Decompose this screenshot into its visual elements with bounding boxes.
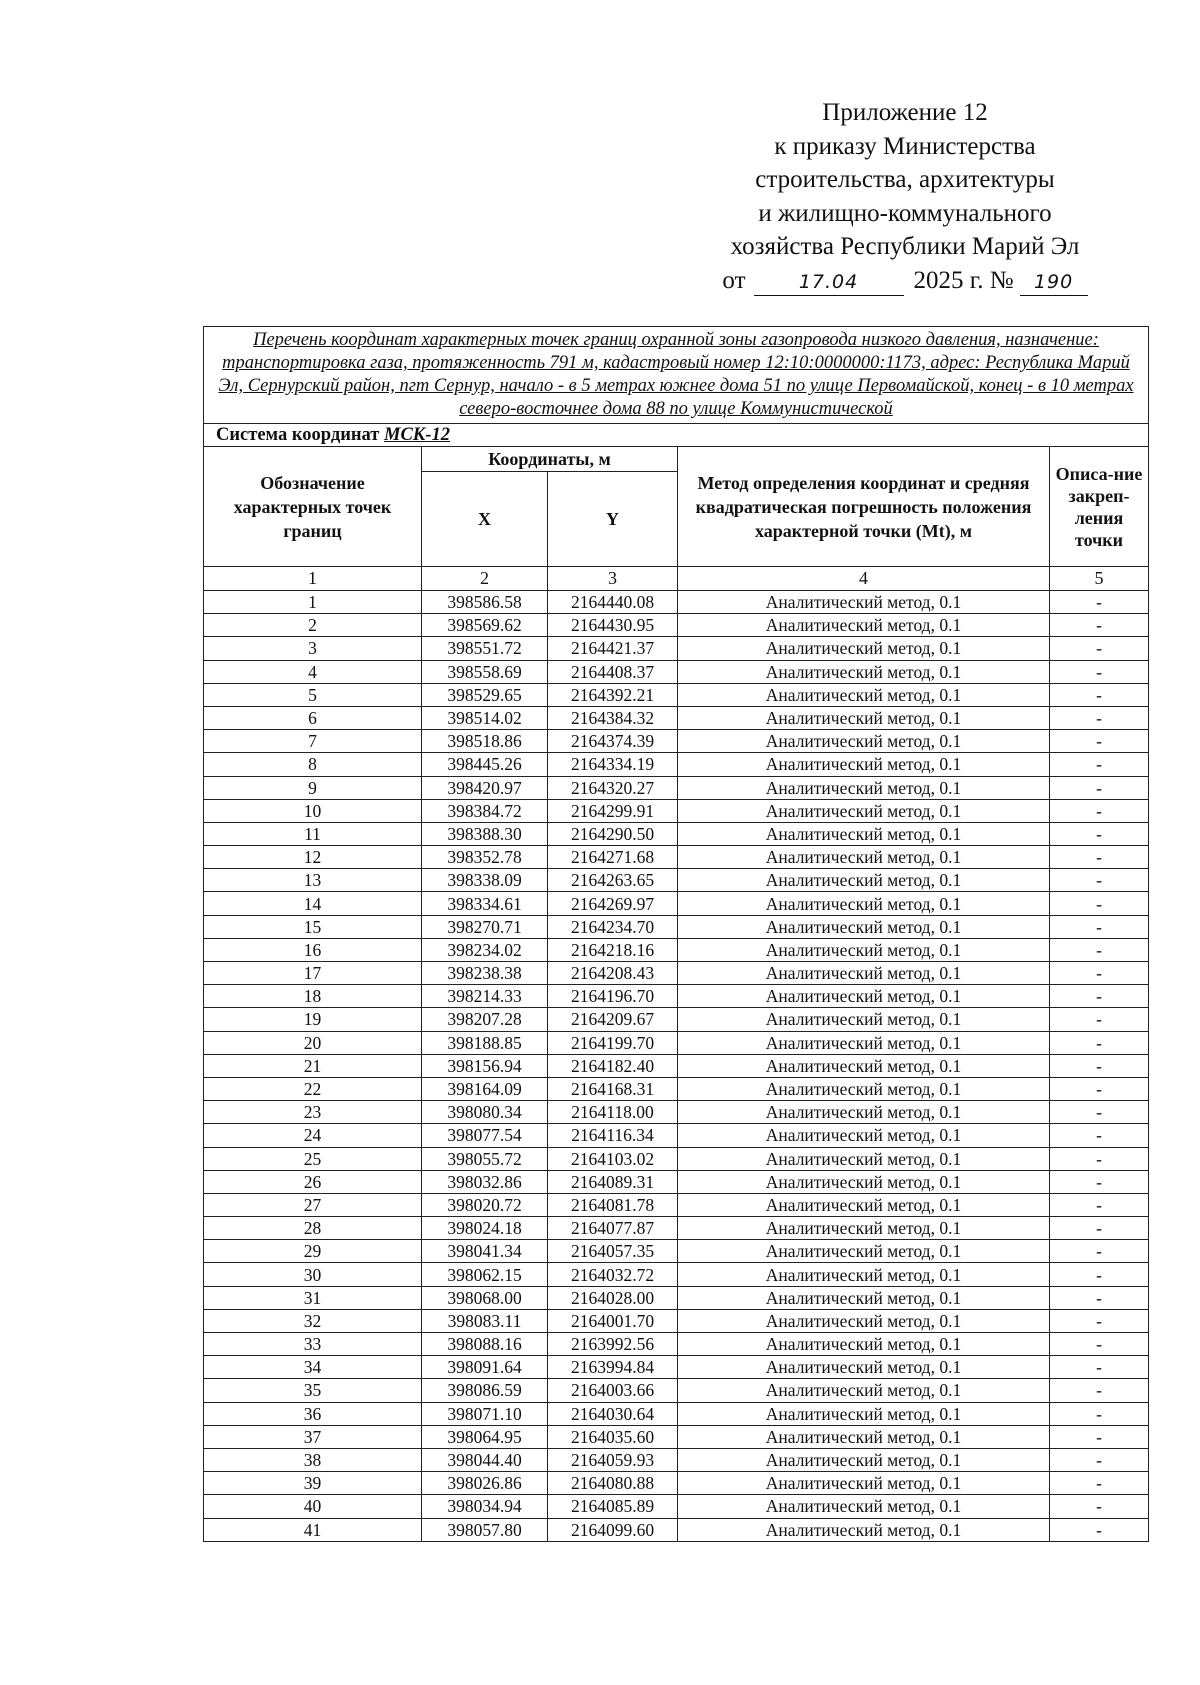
description-cell: - [1050, 614, 1149, 637]
point-id-cell: 30 [204, 1263, 422, 1286]
point-id-cell: 33 [204, 1333, 422, 1356]
description-cell: - [1050, 1425, 1149, 1448]
table-row [204, 822, 1149, 845]
header-point: Обозначение характерных точек границ [204, 447, 422, 567]
method-cell: Аналитический метод, 0.1 [678, 1240, 1050, 1263]
order-date-line [690, 264, 1120, 298]
document-header [690, 96, 1120, 297]
description-cell: - [1050, 1286, 1149, 1309]
method-cell: Аналитический метод, 0.1 [678, 1147, 1050, 1170]
y-coordinate-cell: 2164299.91 [548, 799, 678, 822]
point-id-cell: 4 [204, 660, 422, 683]
table-row [204, 1240, 1149, 1263]
method-cell: Аналитический метод, 0.1 [678, 1263, 1050, 1286]
y-coordinate-cell: 2164334.19 [548, 753, 678, 776]
method-cell: Аналитический метод, 0.1 [678, 1472, 1050, 1495]
coordinate-system-row [204, 424, 1149, 447]
table-row [204, 1448, 1149, 1471]
y-coordinate-cell: 2163992.56 [548, 1333, 678, 1356]
table-row [204, 660, 1149, 683]
header-method: Метод определения координат и средняя квадратическая погрешность положения характерной точки (Mt), м [678, 447, 1050, 567]
point-id-cell: 23 [204, 1101, 422, 1124]
table-row [204, 1031, 1149, 1054]
x-coordinate-cell: 398041.34 [422, 1240, 548, 1263]
description-cell: - [1050, 799, 1149, 822]
table-row [204, 915, 1149, 938]
x-coordinate-cell: 398032.86 [422, 1170, 548, 1193]
x-coordinate-cell: 398384.72 [422, 799, 548, 822]
point-id-cell: 5 [204, 683, 422, 706]
y-coordinate-cell: 2164271.68 [548, 846, 678, 869]
date-prefix: от [722, 266, 746, 294]
x-coordinate-cell: 398055.72 [422, 1147, 548, 1170]
table-row [204, 892, 1149, 915]
header-line: строительства, архитектуры [755, 166, 1055, 193]
method-cell: Аналитический метод, 0.1 [678, 822, 1050, 845]
y-coordinate-cell: 2164032.72 [548, 1263, 678, 1286]
point-id-cell: 38 [204, 1448, 422, 1471]
x-coordinate-cell: 398044.40 [422, 1448, 548, 1471]
x-coordinate-cell: 398558.69 [422, 660, 548, 683]
y-coordinate-cell: 2164208.43 [548, 962, 678, 985]
table-row [204, 1425, 1149, 1448]
point-id-cell: 40 [204, 1495, 422, 1518]
table-row [204, 799, 1149, 822]
method-cell: Аналитический метод, 0.1 [678, 1217, 1050, 1240]
header-y: Y [548, 472, 678, 567]
point-id-cell: 24 [204, 1124, 422, 1147]
table-row [204, 1356, 1149, 1379]
method-cell: Аналитический метод, 0.1 [678, 1124, 1050, 1147]
x-coordinate-cell: 398420.97 [422, 776, 548, 799]
x-coordinate-cell: 398388.30 [422, 822, 548, 845]
x-coordinate-cell: 398026.86 [422, 1472, 548, 1495]
table-row [204, 1472, 1149, 1495]
description-cell: - [1050, 730, 1149, 753]
point-id-cell: 25 [204, 1147, 422, 1170]
table-row [204, 1101, 1149, 1124]
table-row [204, 1518, 1149, 1541]
y-coordinate-cell: 2164234.70 [548, 915, 678, 938]
table-row [204, 1495, 1149, 1518]
table-row [204, 683, 1149, 706]
year-text: 2025 г. № [913, 266, 1014, 294]
point-id-cell: 34 [204, 1356, 422, 1379]
method-cell: Аналитический метод, 0.1 [678, 1518, 1050, 1541]
description-cell: - [1050, 753, 1149, 776]
method-cell: Аналитический метод, 0.1 [678, 1425, 1050, 1448]
y-coordinate-cell: 2164059.93 [548, 1448, 678, 1471]
description-cell: - [1050, 869, 1149, 892]
description-cell: - [1050, 962, 1149, 985]
y-coordinate-cell: 2164430.95 [548, 614, 678, 637]
y-coordinate-cell: 2164080.88 [548, 1472, 678, 1495]
x-coordinate-cell: 398020.72 [422, 1193, 548, 1216]
point-id-cell: 31 [204, 1286, 422, 1309]
point-id-cell: 6 [204, 706, 422, 729]
description-cell: - [1050, 1379, 1149, 1402]
table-row [204, 1379, 1149, 1402]
y-coordinate-cell: 2164408.37 [548, 660, 678, 683]
description-cell: - [1050, 1008, 1149, 1031]
description-cell: - [1050, 915, 1149, 938]
description-cell: - [1050, 660, 1149, 683]
x-coordinate-cell: 398062.15 [422, 1263, 548, 1286]
column-number: 4 [678, 567, 1050, 591]
header-coordinates: Координаты, м [422, 447, 678, 472]
header-x: X [422, 472, 548, 567]
x-coordinate-cell: 398518.86 [422, 730, 548, 753]
method-cell: Аналитический метод, 0.1 [678, 637, 1050, 660]
description-cell: - [1050, 1402, 1149, 1425]
method-cell: Аналитический метод, 0.1 [678, 799, 1050, 822]
table-row [204, 846, 1149, 869]
x-coordinate-cell: 398091.64 [422, 1356, 548, 1379]
method-cell: Аналитический метод, 0.1 [678, 1054, 1050, 1077]
method-cell: Аналитический метод, 0.1 [678, 962, 1050, 985]
point-id-cell: 8 [204, 753, 422, 776]
method-cell: Аналитический метод, 0.1 [678, 591, 1050, 614]
header-description: Описа-ние закреп-ления точки [1050, 447, 1149, 567]
method-cell: Аналитический метод, 0.1 [678, 706, 1050, 729]
y-coordinate-cell: 2164001.70 [548, 1309, 678, 1332]
method-cell: Аналитический метод, 0.1 [678, 1286, 1050, 1309]
description-cell: - [1050, 1495, 1149, 1518]
point-id-cell: 26 [204, 1170, 422, 1193]
y-coordinate-cell: 2164089.31 [548, 1170, 678, 1193]
table-row [204, 1402, 1149, 1425]
point-id-cell: 1 [204, 591, 422, 614]
point-id-cell: 19 [204, 1008, 422, 1031]
x-coordinate-cell: 398514.02 [422, 706, 548, 729]
point-id-cell: 27 [204, 1193, 422, 1216]
method-cell: Аналитический метод, 0.1 [678, 660, 1050, 683]
point-id-cell: 37 [204, 1425, 422, 1448]
x-coordinate-cell: 398338.09 [422, 869, 548, 892]
table-row [204, 614, 1149, 637]
table-row [204, 753, 1149, 776]
description-cell: - [1050, 1170, 1149, 1193]
x-coordinate-cell: 398083.11 [422, 1309, 548, 1332]
table-row [204, 1008, 1149, 1031]
y-coordinate-cell: 2164118.00 [548, 1101, 678, 1124]
x-coordinate-cell: 398234.02 [422, 938, 548, 961]
handwritten-order-number: 190 [1020, 269, 1088, 296]
y-coordinate-cell: 2164269.97 [548, 892, 678, 915]
y-coordinate-cell: 2164384.32 [548, 706, 678, 729]
method-cell: Аналитический метод, 0.1 [678, 1495, 1050, 1518]
column-number-row [204, 567, 1149, 591]
x-coordinate-cell: 398551.72 [422, 637, 548, 660]
table-row [204, 730, 1149, 753]
description-cell: - [1050, 1193, 1149, 1216]
table-row [204, 985, 1149, 1008]
point-id-cell: 17 [204, 962, 422, 985]
column-number: 2 [422, 567, 548, 591]
y-coordinate-cell: 2163994.84 [548, 1356, 678, 1379]
point-id-cell: 20 [204, 1031, 422, 1054]
x-coordinate-cell: 398207.28 [422, 1008, 548, 1031]
method-cell: Аналитический метод, 0.1 [678, 1077, 1050, 1100]
description-cell: - [1050, 1472, 1149, 1495]
description-cell: - [1050, 591, 1149, 614]
table-row [204, 1286, 1149, 1309]
table-row [204, 1333, 1149, 1356]
description-cell: - [1050, 822, 1149, 845]
method-cell: Аналитический метод, 0.1 [678, 892, 1050, 915]
y-coordinate-cell: 2164081.78 [548, 1193, 678, 1216]
table-row [204, 1077, 1149, 1100]
column-number: 5 [1050, 567, 1149, 591]
x-coordinate-cell: 398334.61 [422, 892, 548, 915]
y-coordinate-cell: 2164099.60 [548, 1518, 678, 1541]
method-cell: Аналитический метод, 0.1 [678, 1031, 1050, 1054]
y-coordinate-cell: 2164035.60 [548, 1425, 678, 1448]
table-row [204, 1054, 1149, 1077]
table-row [204, 706, 1149, 729]
x-coordinate-cell: 398214.33 [422, 985, 548, 1008]
y-coordinate-cell: 2164168.31 [548, 1077, 678, 1100]
method-cell: Аналитический метод, 0.1 [678, 1402, 1050, 1425]
point-id-cell: 41 [204, 1518, 422, 1541]
point-id-cell: 15 [204, 915, 422, 938]
table-row [204, 1124, 1149, 1147]
point-id-cell: 3 [204, 637, 422, 660]
method-cell: Аналитический метод, 0.1 [678, 730, 1050, 753]
description-cell: - [1050, 706, 1149, 729]
description-cell: - [1050, 985, 1149, 1008]
x-coordinate-cell: 398156.94 [422, 1054, 548, 1077]
y-coordinate-cell: 2164057.35 [548, 1240, 678, 1263]
table-row [204, 1309, 1149, 1332]
method-cell: Аналитический метод, 0.1 [678, 1356, 1050, 1379]
point-id-cell: 10 [204, 799, 422, 822]
table-row [204, 1170, 1149, 1193]
table-row [204, 962, 1149, 985]
description-cell: - [1050, 1309, 1149, 1332]
point-id-cell: 39 [204, 1472, 422, 1495]
description-cell: - [1050, 1333, 1149, 1356]
x-coordinate-cell: 398352.78 [422, 846, 548, 869]
x-coordinate-cell: 398529.65 [422, 683, 548, 706]
header-line: и жилищно-коммунального [758, 199, 1052, 227]
point-id-cell: 36 [204, 1402, 422, 1425]
description-cell: - [1050, 1356, 1149, 1379]
method-cell: Аналитический метод, 0.1 [678, 846, 1050, 869]
point-id-cell: 11 [204, 822, 422, 845]
description-cell: - [1050, 1054, 1149, 1077]
y-coordinate-cell: 2164218.16 [548, 938, 678, 961]
y-coordinate-cell: 2164077.87 [548, 1217, 678, 1240]
header-line: хозяйства Республики Марий Эл [730, 233, 1080, 260]
y-coordinate-cell: 2164320.27 [548, 776, 678, 799]
y-coordinate-cell: 2164209.67 [548, 1008, 678, 1031]
method-cell: Аналитический метод, 0.1 [678, 1101, 1050, 1124]
y-coordinate-cell: 2164028.00 [548, 1286, 678, 1309]
description-cell: - [1050, 683, 1149, 706]
description-cell: - [1050, 776, 1149, 799]
point-id-cell: 14 [204, 892, 422, 915]
method-cell: Аналитический метод, 0.1 [678, 776, 1050, 799]
y-coordinate-cell: 2164116.34 [548, 1124, 678, 1147]
method-cell: Аналитический метод, 0.1 [678, 753, 1050, 776]
handwritten-date: 17.04 [754, 269, 904, 296]
x-coordinate-cell: 398064.95 [422, 1425, 548, 1448]
point-id-cell: 7 [204, 730, 422, 753]
point-id-cell: 29 [204, 1240, 422, 1263]
x-coordinate-cell: 398445.26 [422, 753, 548, 776]
point-id-cell: 9 [204, 776, 422, 799]
system-label: Система координат [216, 424, 380, 445]
description-cell: - [1050, 637, 1149, 660]
method-cell: Аналитический метод, 0.1 [678, 938, 1050, 961]
x-coordinate-cell: 398086.59 [422, 1379, 548, 1402]
x-coordinate-cell: 398569.62 [422, 614, 548, 637]
point-id-cell: 28 [204, 1217, 422, 1240]
y-coordinate-cell: 2164182.40 [548, 1054, 678, 1077]
y-coordinate-cell: 2164392.21 [548, 683, 678, 706]
x-coordinate-cell: 398057.80 [422, 1518, 548, 1541]
x-coordinate-cell: 398077.54 [422, 1124, 548, 1147]
system-value: МСК-12 [384, 424, 450, 445]
description-cell: - [1050, 1263, 1149, 1286]
description-cell: - [1050, 1448, 1149, 1471]
method-cell: Аналитический метод, 0.1 [678, 1333, 1050, 1356]
description-cell: - [1050, 1240, 1149, 1263]
x-coordinate-cell: 398188.85 [422, 1031, 548, 1054]
method-cell: Аналитический метод, 0.1 [678, 869, 1050, 892]
description-cell: - [1050, 1077, 1149, 1100]
y-coordinate-cell: 2164085.89 [548, 1495, 678, 1518]
x-coordinate-cell: 398586.58 [422, 591, 548, 614]
y-coordinate-cell: 2164440.08 [548, 591, 678, 614]
point-id-cell: 32 [204, 1309, 422, 1332]
method-cell: Аналитический метод, 0.1 [678, 1309, 1050, 1332]
y-coordinate-cell: 2164030.64 [548, 1402, 678, 1425]
description-cell: - [1050, 846, 1149, 869]
description-cell: - [1050, 1217, 1149, 1240]
method-cell: Аналитический метод, 0.1 [678, 683, 1050, 706]
header-line: к приказу Министерства [774, 132, 1036, 160]
point-id-cell: 2 [204, 614, 422, 637]
y-coordinate-cell: 2164290.50 [548, 822, 678, 845]
method-cell: Аналитический метод, 0.1 [678, 1448, 1050, 1471]
description-cell: - [1050, 1124, 1149, 1147]
y-coordinate-cell: 2164263.65 [548, 869, 678, 892]
y-coordinate-cell: 2164103.02 [548, 1147, 678, 1170]
method-cell: Аналитический метод, 0.1 [678, 915, 1050, 938]
description-cell: - [1050, 1518, 1149, 1541]
x-coordinate-cell: 398238.38 [422, 962, 548, 985]
table-row [204, 938, 1149, 961]
method-cell: Аналитический метод, 0.1 [678, 985, 1050, 1008]
table-row [204, 637, 1149, 660]
point-id-cell: 13 [204, 869, 422, 892]
table-row [204, 869, 1149, 892]
x-coordinate-cell: 398088.16 [422, 1333, 548, 1356]
y-coordinate-cell: 2164421.37 [548, 637, 678, 660]
column-number: 3 [548, 567, 678, 591]
point-id-cell: 12 [204, 846, 422, 869]
description-cell: - [1050, 1147, 1149, 1170]
description-cell: - [1050, 1101, 1149, 1124]
point-id-cell: 16 [204, 938, 422, 961]
point-id-cell: 18 [204, 985, 422, 1008]
x-coordinate-cell: 398071.10 [422, 1402, 548, 1425]
table-row [204, 1217, 1149, 1240]
method-cell: Аналитический метод, 0.1 [678, 1193, 1050, 1216]
x-coordinate-cell: 398080.34 [422, 1101, 548, 1124]
y-coordinate-cell: 2164003.66 [548, 1379, 678, 1402]
point-id-cell: 22 [204, 1077, 422, 1100]
table-title: Перечень координат характерных точек границ охранной зоны газопровода низкого давления, назначение: транспортировка газа, протяженность 791 м, кадастровый номер 12:10:0000000:1173, адрес: Республика Марий Эл, Сернурский район, пгт Сернур, начало - в 5 метрах южнее дома 51 по улице Первомайской, конец - в 10 метрах северо-восточнее дома 88 по улице Коммунистической [204, 327, 1149, 424]
description-cell: - [1050, 892, 1149, 915]
table-row [204, 776, 1149, 799]
y-coordinate-cell: 2164374.39 [548, 730, 678, 753]
header-line: Приложение 12 [822, 99, 988, 126]
table-row [204, 1193, 1149, 1216]
method-cell: Аналитический метод, 0.1 [678, 1008, 1050, 1031]
x-coordinate-cell: 398270.71 [422, 915, 548, 938]
table-row [204, 591, 1149, 614]
table-row [204, 1147, 1149, 1170]
description-cell: - [1050, 938, 1149, 961]
method-cell: Аналитический метод, 0.1 [678, 614, 1050, 637]
y-coordinate-cell: 2164196.70 [548, 985, 678, 1008]
method-cell: Аналитический метод, 0.1 [678, 1170, 1050, 1193]
x-coordinate-cell: 398024.18 [422, 1217, 548, 1240]
point-id-cell: 21 [204, 1054, 422, 1077]
y-coordinate-cell: 2164199.70 [548, 1031, 678, 1054]
table-row [204, 1263, 1149, 1286]
coordinates-table [203, 326, 1149, 1542]
column-number: 1 [204, 567, 422, 591]
method-cell: Аналитический метод, 0.1 [678, 1379, 1050, 1402]
description-cell: - [1050, 1031, 1149, 1054]
point-id-cell: 35 [204, 1379, 422, 1402]
x-coordinate-cell: 398034.94 [422, 1495, 548, 1518]
x-coordinate-cell: 398164.09 [422, 1077, 548, 1100]
x-coordinate-cell: 398068.00 [422, 1286, 548, 1309]
